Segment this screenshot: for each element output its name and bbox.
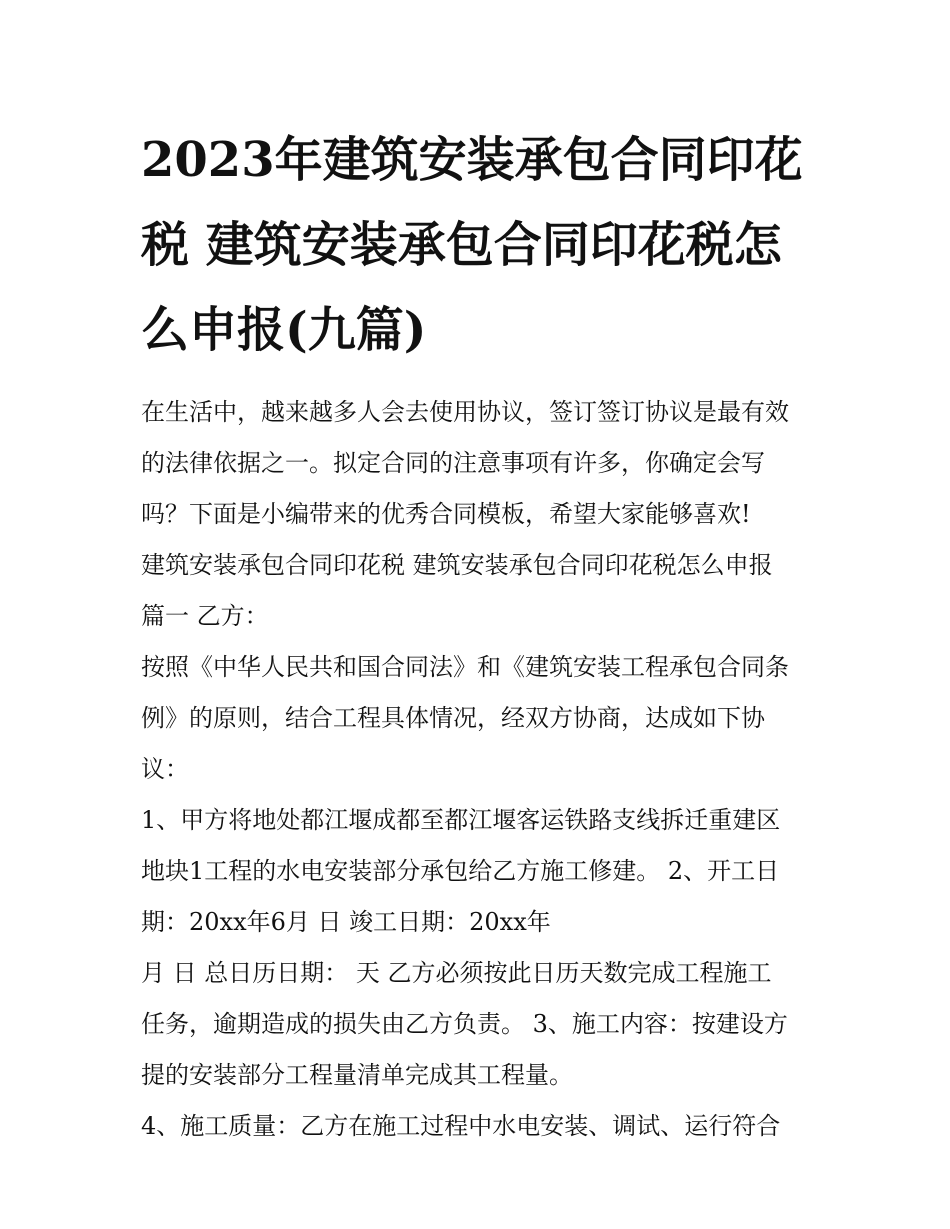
- body-line: 地块1工程的水电安装部分承包给乙方施工修建。 2、开工日: [141, 857, 780, 885]
- document-title: [141, 118, 813, 373]
- body-line: 任务，逾期造成的损失由乙方负责。 3、施工内容：按建设方: [141, 1010, 788, 1038]
- body-line: 吗？下面是小编带来的优秀合同模板，希望大家能够喜欢!: [141, 500, 751, 528]
- body-line: 议：: [141, 755, 189, 783]
- document-body: [141, 387, 813, 1152]
- body-line: 4、施工质量：乙方在施工过程中水电安装、调试、运行符合: [141, 1112, 781, 1140]
- body-line: 例》的原则，结合工程具体情况，经双方协商，达成如下协: [141, 704, 765, 732]
- body-line: 月 日 总日历日期： 天 乙方必须按此日历天数完成工程施工: [141, 959, 772, 987]
- title-line-2: 税 建筑安装承包合同印花税怎: [141, 217, 782, 273]
- title-line-1: 2023年建筑安装承包合同印花: [141, 132, 803, 188]
- body-line: 篇一 乙方：: [141, 602, 269, 630]
- body-line: 在生活中，越来越多人会去使用协议，签订签订协议是最有效: [141, 398, 789, 426]
- body-line: 期：20xx年6月 日 竣工日期：20xx年: [141, 908, 551, 936]
- title-line-3: 么申报(九篇): [141, 302, 427, 358]
- body-line: 提的安装部分工程量清单完成其工程量。: [141, 1061, 573, 1089]
- body-line: 的法律依据之一。拟定合同的注意事项有许多，你确定会写: [141, 449, 765, 477]
- body-line: 按照《中华人民共和国合同法》和《建筑安装工程承包合同条: [141, 653, 789, 681]
- body-line: 1、甲方将地处都江堰成都至都江堰客运铁路支线拆迁重建区: [141, 806, 781, 834]
- body-line: 建筑安装承包合同印花税 建筑安装承包合同印花税怎么申报: [141, 551, 773, 579]
- document-page: [141, 118, 813, 1152]
